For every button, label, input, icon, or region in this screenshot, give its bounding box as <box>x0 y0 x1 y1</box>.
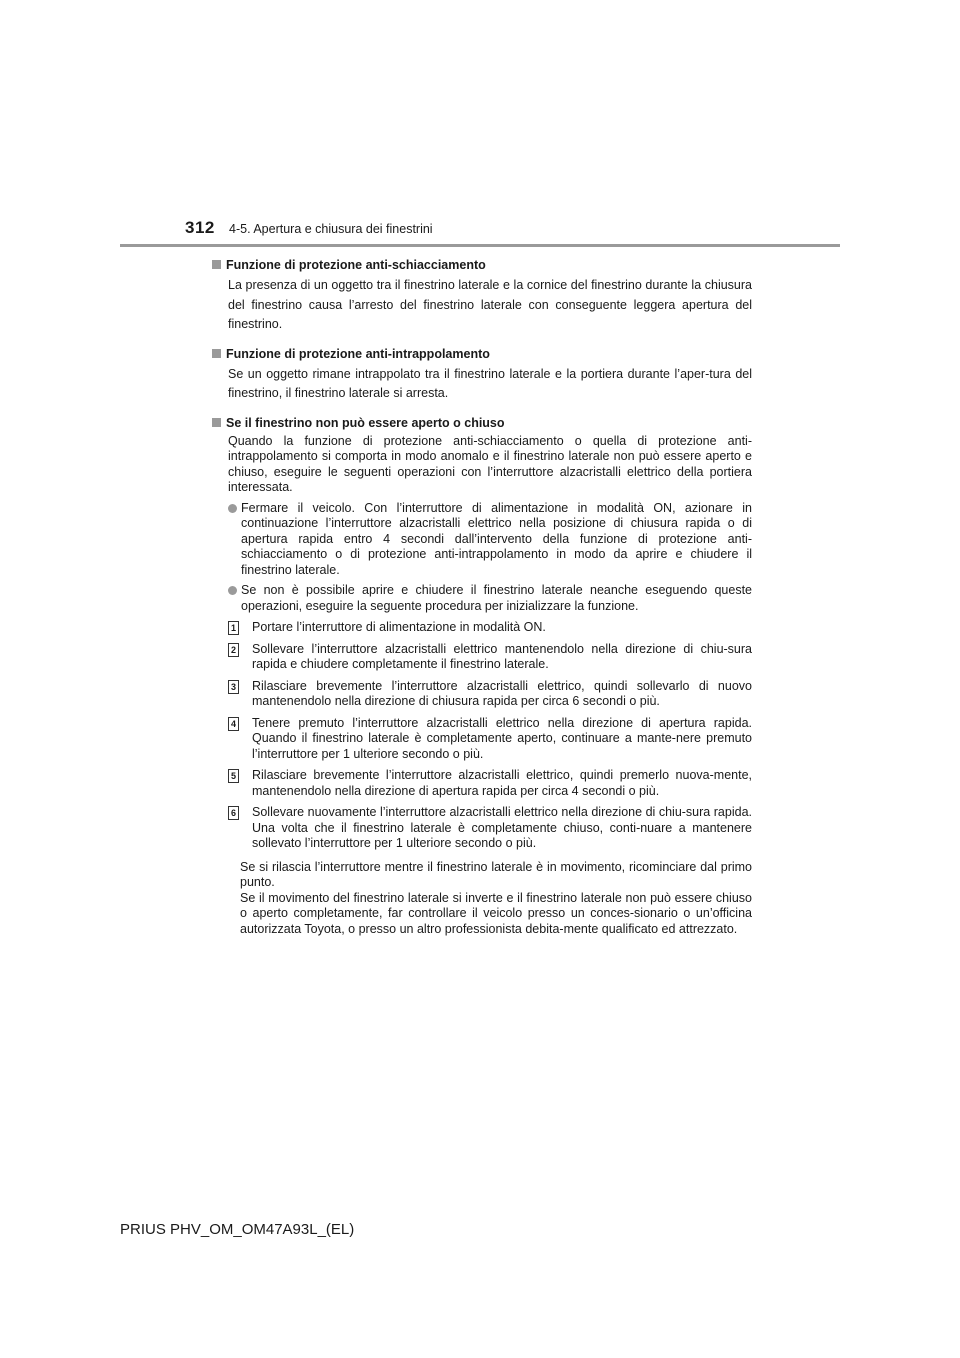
section-heading <box>212 256 752 275</box>
note-line: Se il movimento del finestrino laterale si inverte e il finestrino laterale non può essere chiuso o aperto completamente, far controllare il veicolo presso un conces-sionario o un’officina autorizzata Toyota, o presso un altro professionista debita-mente qualificato ed attrezzato. <box>240 890 752 936</box>
step-number: 6 <box>228 806 239 820</box>
procedure-step <box>228 716 752 763</box>
step-number: 5 <box>228 769 239 783</box>
header-rule <box>120 244 840 247</box>
section-heading-text: Se il finestrino non può essere aperto o chiuso <box>226 415 505 430</box>
section-anti-trap <box>212 345 752 404</box>
step-text: Sollevare l’interruttore alzacristalli elettrico mantenendolo nella direzione di chiu-sura rapida e chiudere completamente il finestrino laterale. <box>252 641 752 671</box>
step-text: Rilasciare brevemente l’interruttore alzacristalli elettrico, quindi sollevarlo di nuovo mantenendolo nella direzione di chiusura rapida per circa 6 secondi o più. <box>252 678 752 708</box>
section-paragraph: Se un oggetto rimane intrappolato tra il finestrino laterale e la portiera durante l’aper-tura del finestrino, il finestrino laterale si arresta. <box>228 366 752 400</box>
section-paragraph: La presenza di un oggetto tra il finestrino laterale e la cornice del finestrino durante la chiusura del finestrino causa l’arresto del finestrino laterale con conseguente leggera apertura del finestrino. <box>228 278 752 331</box>
step-text: Sollevare nuovamente l’interruttore alzacristalli elettrico nella direzione di chiu-sura rapida. Una volta che il finestrino laterale è completamente chiuso, conti-nuare a mantenere sollevato l’interruttore per 1 ulteriore secondo o più. <box>252 805 752 850</box>
step-number: 3 <box>228 680 239 694</box>
procedure-step <box>228 805 752 852</box>
procedure-step <box>228 768 752 799</box>
section-heading-text: Funzione di protezione anti-intrappolamento <box>226 346 490 361</box>
step-text: Portare l’interruttore di alimentazione in modalità ON. <box>252 620 546 634</box>
section-window-stuck <box>212 414 752 938</box>
round-bullet-icon <box>228 504 237 513</box>
list-item <box>228 583 752 614</box>
procedure-step <box>228 620 752 636</box>
section-heading <box>212 345 752 364</box>
square-bullet-icon <box>212 349 221 358</box>
procedure-step <box>228 679 752 710</box>
square-bullet-icon <box>212 260 221 269</box>
step-number: 1 <box>228 621 239 635</box>
page-content <box>212 256 752 937</box>
step-text: Tenere premuto l’interruttore alzacristalli elettrico nella direzione di apertura rapida. Quando il finestrino laterale è completamente aperto, continuare a mante-nere premuto l’interruttore per 1 ulteriore secondo o più. <box>252 715 752 761</box>
section-heading-text: Funzione di protezione anti-schiacciamento <box>226 258 486 272</box>
list-item-text: Se non è possibile aprire e chiudere il finestrino laterale neanche eseguendo queste operazioni, eseguire la seguente procedura per inizializzare la funzione. <box>241 583 752 613</box>
section-anti-pinch <box>212 256 752 335</box>
page-number: 312 <box>185 218 215 237</box>
note-line: Se si rilascia l’interruttore mentre il finestrino laterale è in movimento, ricominciare dal primo punto. <box>240 859 752 889</box>
round-bullet-icon <box>228 586 237 595</box>
note-paragraph <box>240 860 752 938</box>
step-number: 4 <box>228 717 239 731</box>
section-paragraph: Quando la funzione di protezione anti-schiacciamento o quella di protezione anti-intrappolamento si comporta in modo anomalo e il finestrino laterale non può essere aperto e chiuso, eseguire le seguenti operazioni con l’interruttore alzacristalli elettrico della portiera interessata. <box>228 433 752 494</box>
square-bullet-icon <box>212 418 221 427</box>
list-item-text: Fermare il veicolo. Con l’interruttore di alimentazione in modalità ON, azionare in continuazione l’interruttore alzacristalli elettrico nella posizione di chiusura rapida o di apertura rapida entro 4 secondi dall’intervento della funzione di protezione anti-schiacciamento o di protezione anti-intrappolamento in modo da aprire e chiudere il finestrino laterale. <box>241 500 752 577</box>
list-item <box>228 501 752 579</box>
step-number: 2 <box>228 643 239 657</box>
step-text: Rilasciare brevemente l’interruttore alzacristalli elettrico, quindi premerlo nuova-mente, mantenendolo nella direzione di apertura rapida per circa 4 secondi o più. <box>252 768 752 798</box>
document-id: PRIUS PHV_OM_OM47A93L_(EL) <box>120 1221 355 1238</box>
section-title: 4-5. Apertura e chiusura dei finestrini <box>229 222 433 236</box>
section-heading <box>212 414 752 433</box>
procedure-step <box>228 642 752 673</box>
